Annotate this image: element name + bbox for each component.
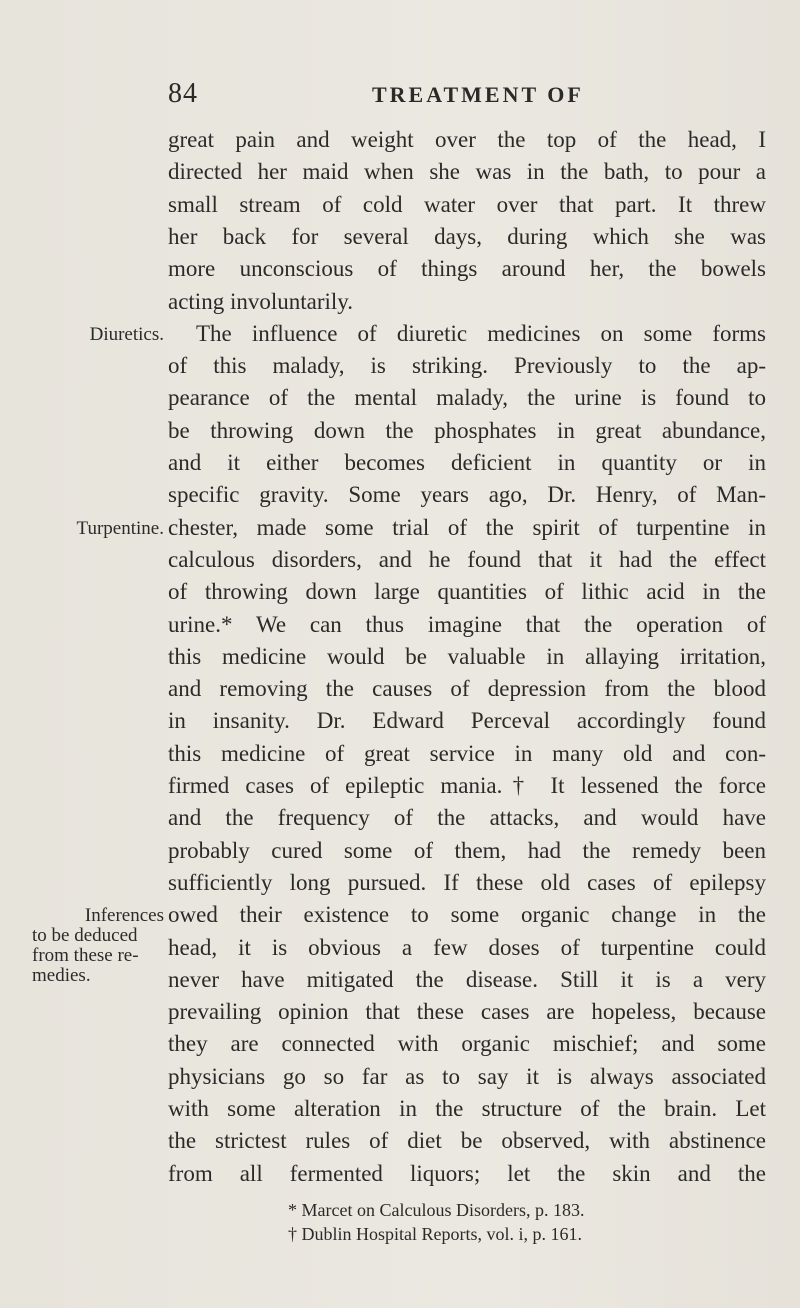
text-line: small stream of cold water over that part. It threw — [168, 191, 766, 217]
text-line: calculous disorders, and he found that it had the effect — [168, 546, 766, 572]
text-line: specific gravity. Some years ago, Dr. Henry, of Man- — [168, 482, 766, 508]
margin-note-turpentine: Turpentine. — [76, 517, 164, 539]
footnote: † Dublin Hospital Reports, vol. i, p. 161. — [288, 1223, 582, 1244]
text-line: never have mitigated the disease. Still it is a very — [168, 966, 766, 992]
text-line: of this malady, is striking. Previously to the ap- — [168, 353, 766, 379]
text-line: and the frequency of the attacks, and would have — [168, 805, 766, 831]
text-line: head, it is obvious a few doses of turpentine could — [168, 934, 766, 960]
text-line: and it either becomes deficient in quantity or in — [168, 450, 766, 475]
page-number: 84 — [168, 78, 198, 109]
text-line: be throwing down the phosphates in great abundance, — [168, 417, 766, 443]
text-line: with some alteration in the structure of the brain. Let — [168, 1096, 766, 1121]
text-line: the strictest rules of diet be observed, with abstinence — [168, 1128, 766, 1154]
margin-note-inferences-1: Inferences — [84, 905, 164, 927]
margin-note-inferences-2: to be deduced — [32, 925, 138, 947]
text-line: and removing the causes of depression from the blood — [168, 676, 766, 702]
text-line: prevailing opinion that these cases are hopeless, because — [168, 999, 766, 1025]
text-line: from all fermented liquors; let the skin and the — [168, 1160, 766, 1186]
text-line: great pain and weight over the top of the head, I — [168, 127, 766, 152]
text-line: this medicine of great service in many old and con- — [168, 740, 766, 766]
text-line: pearance of the mental malady, the urine is found to — [168, 385, 766, 411]
margin-note-inferences-3: from these re- — [32, 945, 139, 967]
text-line: this medicine would be valuable in allaying irritation, — [168, 643, 766, 669]
text-line: of throwing down large quantities of lithic acid in the — [168, 579, 766, 605]
text-line: The influence of diuretic medicines on some forms — [196, 320, 766, 346]
text-line: chester, made some trial of the spirit of turpentine in — [168, 514, 766, 540]
text-line: directed her maid when she was in the bath, to pour a — [168, 159, 766, 185]
text-line: probably cured some of them, had the remedy been — [168, 837, 766, 863]
text-line: more unconscious of things around her, the bowels — [168, 256, 766, 282]
text-line: owed their existence to some organic change in the — [168, 902, 766, 928]
margin-note-diuretics: Diuretics. — [89, 323, 164, 345]
running-head: TREATMENT OF — [372, 82, 584, 107]
text-line: acting involuntarily. — [168, 288, 354, 314]
text-line: they are connected with organic mischief; and some — [168, 1031, 766, 1057]
text-line: firmed cases of epileptic mania.† It lessened the force — [168, 773, 766, 798]
text-line: physicians go so far as to say it is always associated — [168, 1063, 766, 1089]
text-line: her back for several days, during which she was — [168, 223, 766, 249]
page-header — [0, 78, 800, 114]
text-line: sufficiently long pursued. If these old cases of epilepsy — [168, 869, 766, 895]
footnote: * Marcet on Calculous Disorders, p. 183. — [288, 1199, 585, 1220]
margin-note-inferences-4: medies. — [32, 965, 91, 987]
text-line: in insanity. Dr. Edward Perceval accordingly found — [168, 708, 766, 734]
text-line: urine.* We can thus imagine that the operation of — [168, 611, 766, 637]
